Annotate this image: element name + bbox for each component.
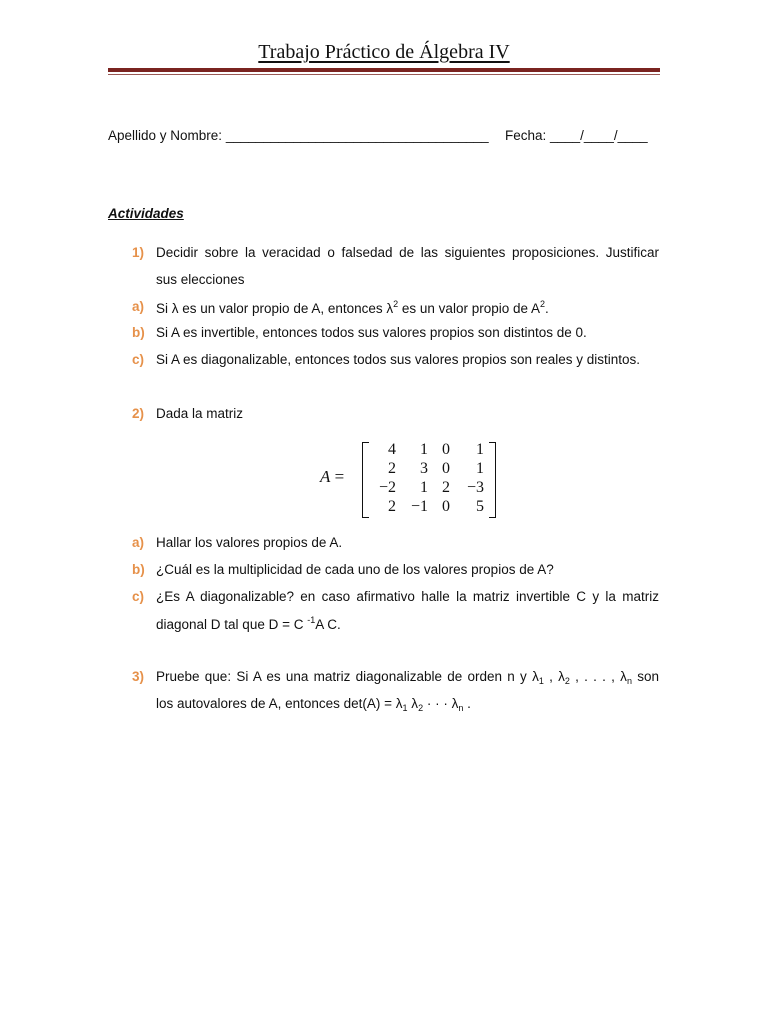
q1-item-b: Si A es invertible, entonces todos sus valores propios son distintos de 0. — [156, 325, 587, 340]
q3-number: 3) — [132, 669, 145, 684]
q2-item-b: ¿Cuál es la multiplicidad de cada uno de los valores propios de A? — [156, 562, 554, 577]
name-field — [108, 128, 489, 143]
q1-item-a: Si λ es un valor propio de A, entonces $\lambda^2$ es un valor propio de $A^2$. — [156, 299, 549, 316]
q2-item-b-label: b) — [132, 562, 145, 577]
section-heading: Actividades — [108, 206, 184, 221]
matrix-cell: −2 — [378, 479, 396, 496]
matrix-row — [370, 478, 484, 497]
matrix-cell: −1 — [410, 498, 428, 515]
q2-item-a-label: a) — [132, 535, 145, 550]
matrix-cell: 1 — [476, 441, 484, 458]
date-blank[interactable]: ____/____/____ — [550, 128, 648, 143]
q1-text-line1: Decidir sobre la veracidad o falsedad de las siguientes proposiciones. Justificar — [156, 245, 659, 260]
matrix-cell: 1 — [420, 441, 428, 458]
matrix-cell: 0 — [442, 441, 450, 458]
matrix-row — [370, 459, 484, 478]
q1-item-c: Si A es diagonalizable, entonces todos sus valores propios son reales y distintos. — [156, 352, 641, 367]
q2-text: Dada la matriz — [156, 406, 244, 421]
matrix-cell: 2 — [388, 498, 396, 515]
matrix-cell: 2 — [388, 460, 396, 477]
matrix-cell: 0 — [442, 498, 450, 515]
matrix — [370, 440, 484, 516]
matrix-cell: 4 — [388, 441, 396, 458]
q2-item-a: Hallar los valores propios de A. — [156, 535, 343, 550]
document-title: Trabajo Práctico de Álgebra IV — [258, 41, 510, 63]
name-label: Apellido y Nombre: — [108, 128, 223, 143]
date-field — [505, 128, 648, 143]
matrix-label: A = — [320, 467, 345, 486]
matrix-row — [370, 497, 484, 516]
matrix-cell: 5 — [476, 498, 484, 515]
q2-number: 2) — [132, 406, 145, 421]
matrix-cell: 3 — [420, 460, 428, 477]
q1-item-c-label: c) — [132, 352, 145, 367]
date-label: Fecha: — [505, 128, 547, 143]
matrix-cell: −3 — [466, 479, 484, 496]
title-rule-thick — [108, 68, 660, 72]
title-rule-thin — [108, 74, 660, 75]
q2-item-c-line2: diagonal D tal que D = C $^{-1}$A C. — [156, 615, 341, 632]
matrix-row — [370, 440, 484, 459]
q2-item-c-line1: ¿Es A diagonalizable? en caso afirmativo halle la matriz invertible C y la matriz — [156, 589, 659, 604]
q1-item-b-label: b) — [132, 325, 145, 340]
matrix-cell: 1 — [476, 460, 484, 477]
matrix-cell: 2 — [442, 479, 450, 496]
matrix-cell: 0 — [442, 460, 450, 477]
q1-text-line2: sus elecciones — [156, 272, 245, 287]
matrix-bracket-right — [489, 442, 496, 518]
q3-text-line2: los autovalores de A, entonces $\det(A) = \lambda_1$ $\lambda_2$ · · · $\lambda_n$ . — [156, 696, 471, 713]
q3-text-line1: Pruebe que: Si A es una matriz diagonalizable de orden n y $\lambda_1$ , $\lambda_2$ , . . . , $\lambda_n$ son — [156, 669, 659, 686]
q1-item-a-label: a) — [132, 299, 145, 314]
q2-item-c-label: c) — [132, 589, 145, 604]
q1-number: 1) — [132, 245, 145, 260]
matrix-cell: 1 — [420, 479, 428, 496]
matrix-bracket-left — [362, 442, 369, 518]
name-blank[interactable]: ___________________________________ — [225, 128, 489, 143]
